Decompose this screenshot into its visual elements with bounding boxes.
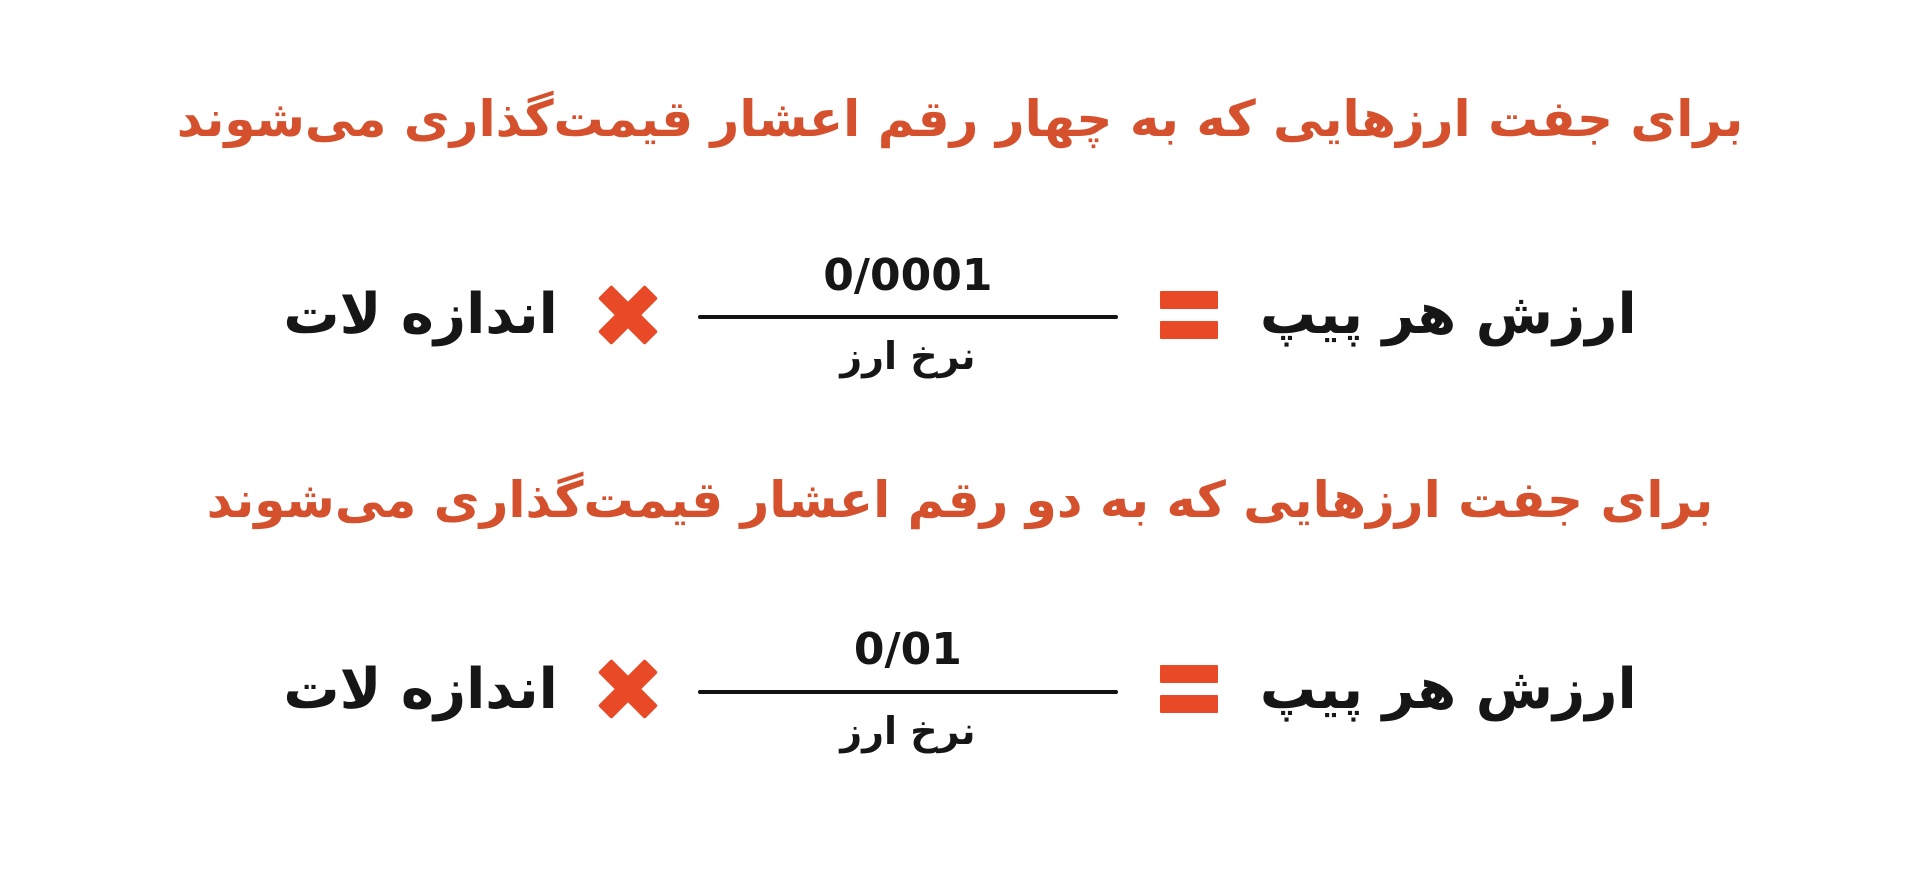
fraction bbox=[698, 625, 1118, 753]
fraction-bar bbox=[698, 690, 1118, 694]
pip-value-formula-four-decimals bbox=[283, 251, 1636, 379]
fraction-denominator: نرخ ارز bbox=[840, 708, 976, 753]
lot-size-label: اندازه لات bbox=[283, 656, 558, 722]
lot-size-label: اندازه لات bbox=[283, 281, 558, 347]
equals-icon bbox=[1160, 665, 1218, 713]
fraction-bar bbox=[698, 315, 1118, 319]
multiply-icon bbox=[600, 661, 656, 717]
pip-value-label: ارزش هر پیپ bbox=[1259, 656, 1637, 722]
section-heading-four-decimals: برای جفت ارزهایی که به چهار رقم اعشار قیمت‌گذاری می‌شوند bbox=[176, 90, 1744, 148]
pip-value-formula-two-decimals bbox=[283, 625, 1636, 753]
fraction-numerator: 0/0001 bbox=[823, 249, 993, 301]
equals-icon bbox=[1160, 291, 1218, 339]
fraction-denominator: نرخ ارز bbox=[840, 334, 976, 379]
section-heading-two-decimals: برای جفت ارزهایی که به دو رقم اعشار قیمت‌گذاری می‌شوند bbox=[206, 470, 1714, 529]
fraction bbox=[698, 251, 1118, 379]
fraction-numerator: 0/01 bbox=[853, 624, 962, 676]
multiply-icon bbox=[600, 287, 656, 343]
pip-value-label: ارزش هر پیپ bbox=[1259, 281, 1637, 347]
